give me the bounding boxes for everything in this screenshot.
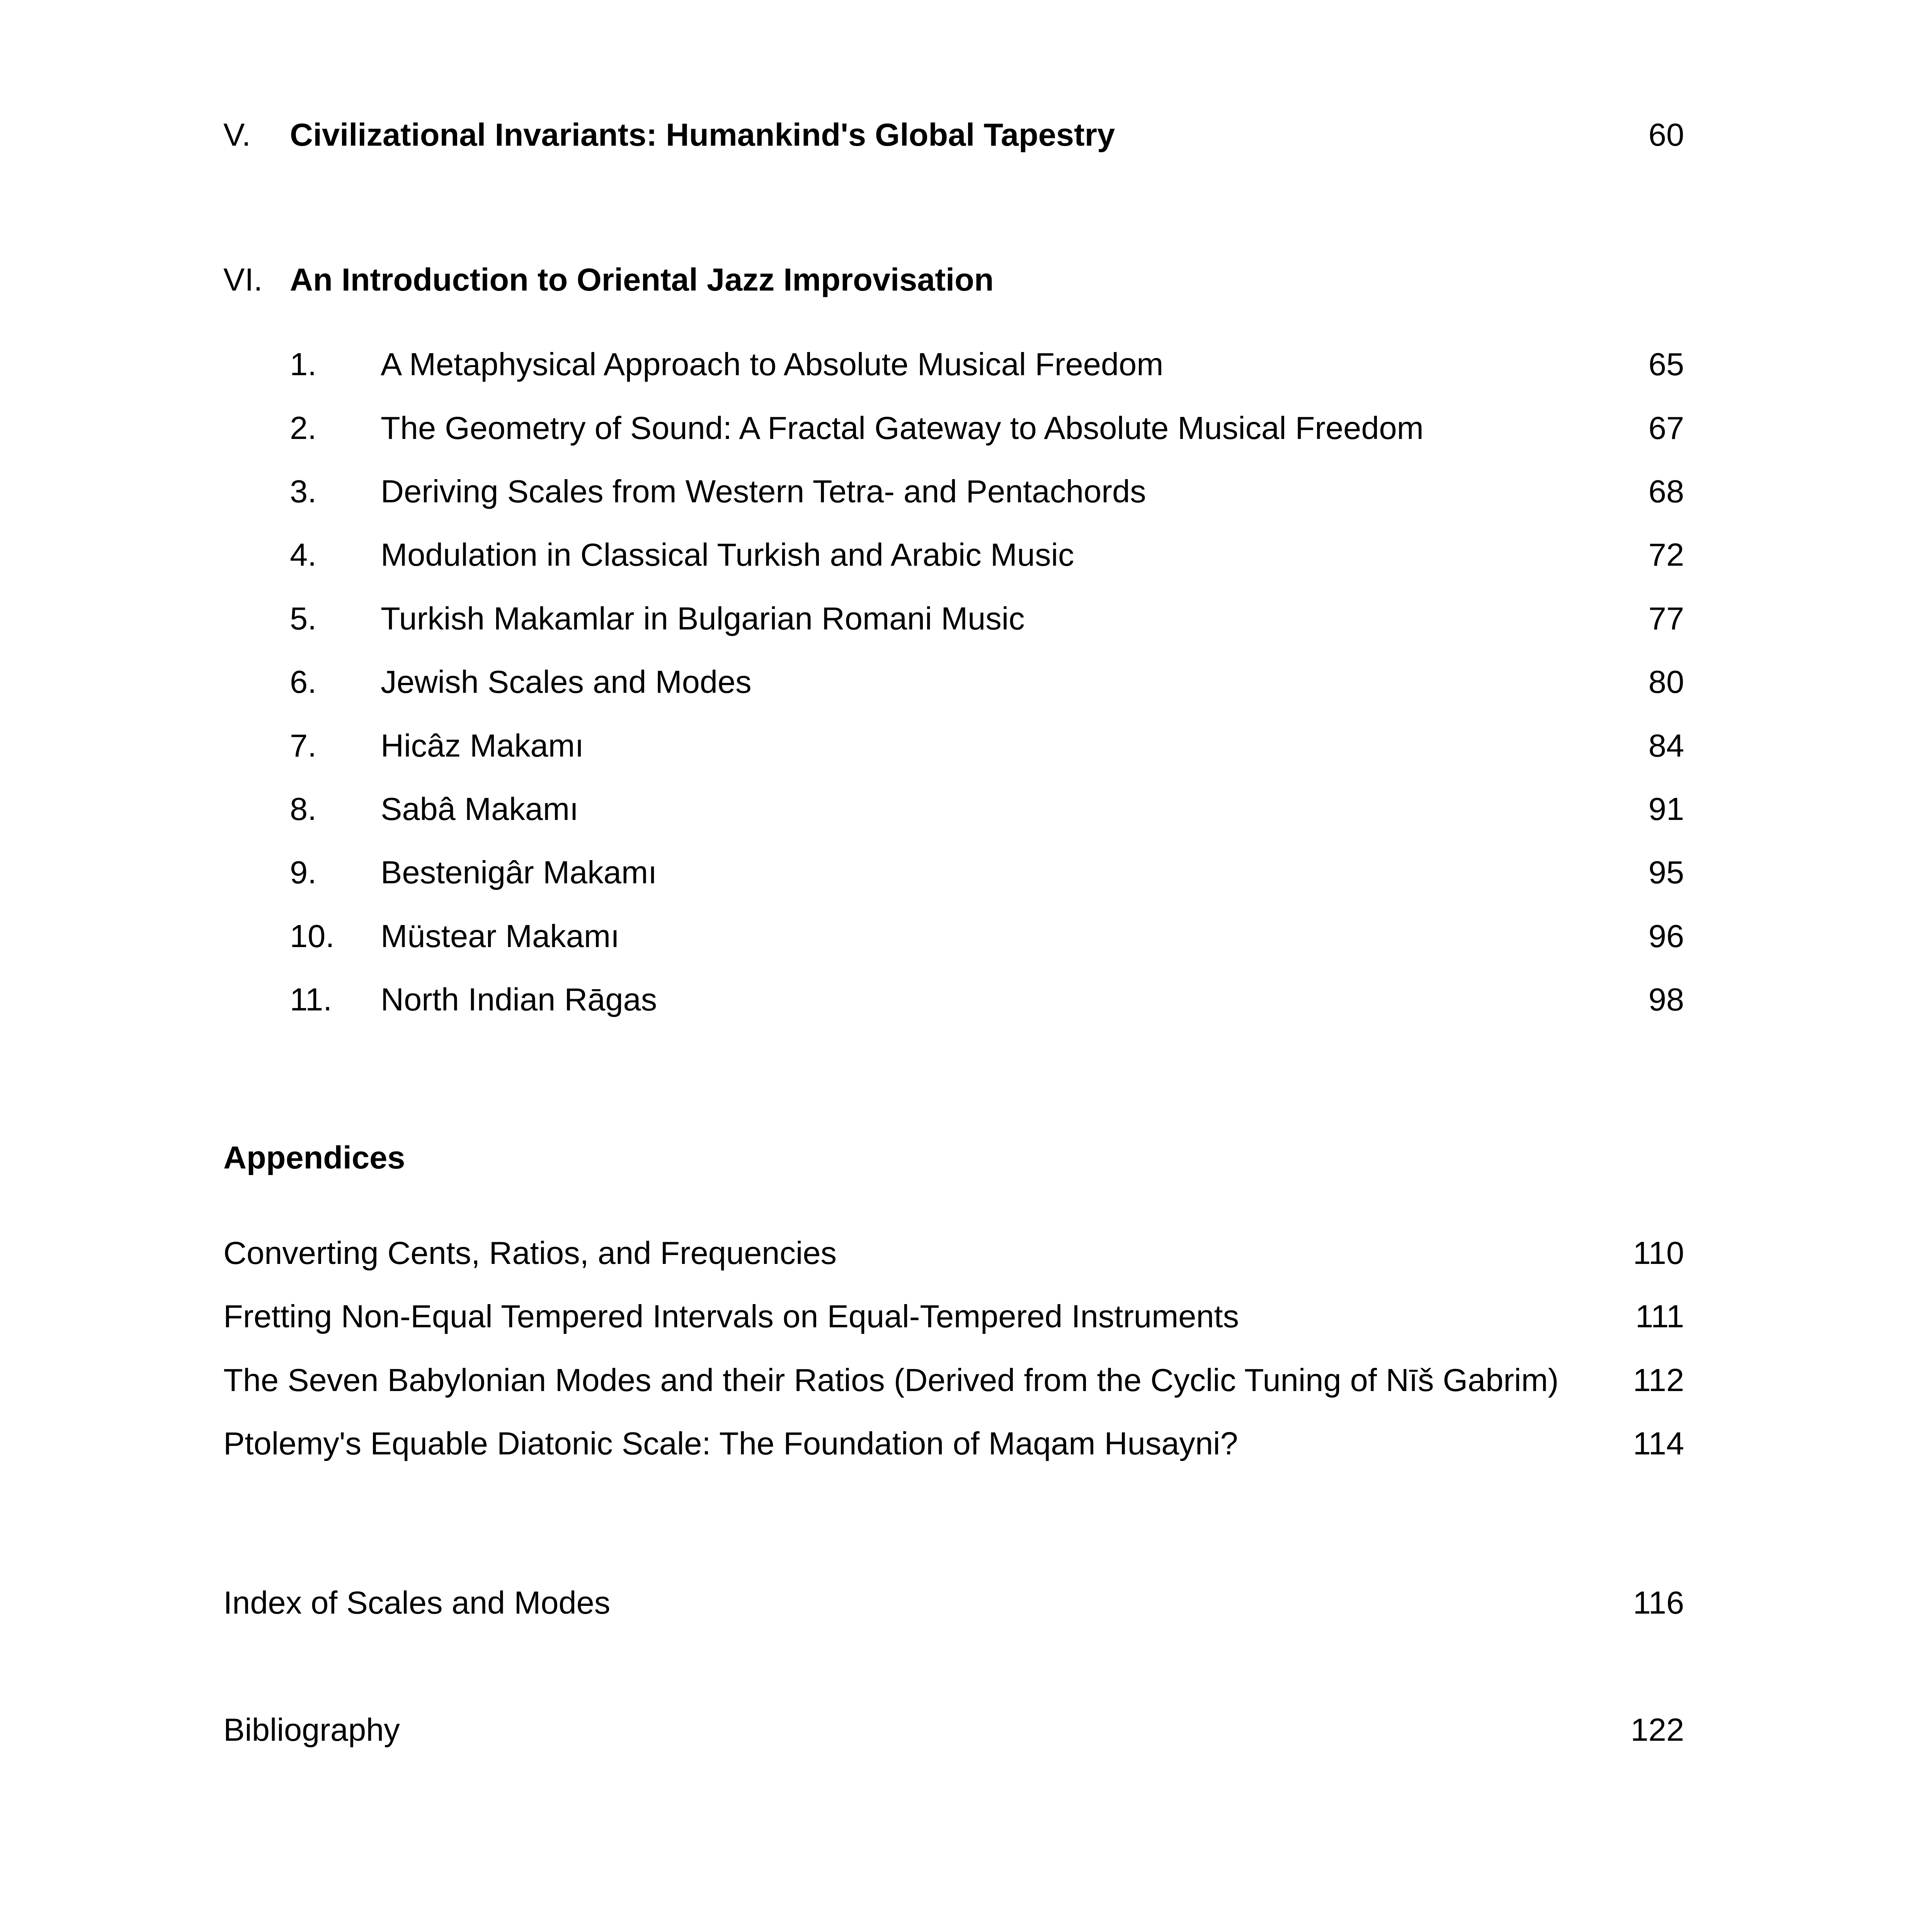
toc-entry[interactable] xyxy=(0,659,1916,705)
entry-title: A Metaphysical Approach to Absolute Musical Freedom xyxy=(381,346,1164,382)
toc-chapter-vi[interactable] xyxy=(0,257,1916,303)
entry-number: 5. xyxy=(290,600,317,636)
toc-index-entry[interactable] xyxy=(0,1580,1916,1626)
page-number: 96 xyxy=(1648,918,1684,954)
toc-appendix-entry[interactable] xyxy=(0,1420,1916,1467)
page-number: 116 xyxy=(1633,1585,1684,1621)
toc-entry[interactable] xyxy=(0,341,1916,388)
page-number: 77 xyxy=(1648,600,1684,636)
entry-title: Deriving Scales from Western Tetra- and Pentachords xyxy=(381,473,1146,509)
page-number: 114 xyxy=(1633,1425,1684,1461)
entry-title: Sabâ Makamı xyxy=(381,791,579,827)
page-number: 91 xyxy=(1648,791,1684,827)
section-heading: Appendices xyxy=(223,1139,405,1175)
entry-title: Jewish Scales and Modes xyxy=(381,664,752,700)
entry-title: Bibliography xyxy=(223,1712,400,1748)
toc-entry[interactable] xyxy=(0,405,1916,451)
chapter-number: V. xyxy=(223,117,251,153)
toc-appendix-entry[interactable] xyxy=(0,1293,1916,1340)
entry-title: Ptolemy's Equable Diatonic Scale: The Foundation of Maqam Husayni? xyxy=(223,1425,1238,1461)
page-number: 67 xyxy=(1648,410,1684,446)
toc-entry[interactable] xyxy=(0,913,1916,959)
entry-title: The Seven Babylonian Modes and their Ratios (Derived from the Cyclic Tuning of Nīš Gabrim) xyxy=(223,1362,1559,1398)
entry-number: 9. xyxy=(290,854,317,890)
page-number: 112 xyxy=(1633,1362,1684,1398)
page-number: 60 xyxy=(1648,117,1684,153)
page-number: 98 xyxy=(1648,981,1684,1017)
entry-title: Hicâz Makamı xyxy=(381,728,584,764)
toc-appendices-heading xyxy=(0,1134,1916,1181)
entry-title: North Indian Rāgas xyxy=(381,981,657,1017)
entry-number: 2. xyxy=(290,410,317,446)
entry-title: Fretting Non-Equal Tempered Intervals on Equal-Tempered Instruments xyxy=(223,1298,1239,1334)
entry-title: Turkish Makamlar in Bulgarian Romani Music xyxy=(381,600,1025,636)
page-number: 122 xyxy=(1630,1712,1684,1748)
entry-number: 8. xyxy=(290,791,317,827)
entry-title: Bestenigâr Makamı xyxy=(381,854,657,890)
toc-bibliography-entry[interactable] xyxy=(0,1707,1916,1753)
chapter-number: VI. xyxy=(223,262,263,298)
entry-number: 10. xyxy=(290,918,335,954)
entry-title: Converting Cents, Ratios, and Frequencies xyxy=(223,1235,837,1271)
chapter-title: An Introduction to Oriental Jazz Improvisation xyxy=(290,262,994,298)
entry-number: 11. xyxy=(290,981,332,1017)
toc-entry[interactable] xyxy=(0,595,1916,642)
toc-appendix-entry[interactable] xyxy=(0,1230,1916,1276)
page-number: 80 xyxy=(1648,664,1684,700)
entry-number: 4. xyxy=(290,537,317,573)
toc-entry[interactable] xyxy=(0,786,1916,832)
entry-number: 6. xyxy=(290,664,317,700)
page-number: 110 xyxy=(1633,1235,1684,1271)
toc-entry[interactable] xyxy=(0,849,1916,896)
entry-number: 3. xyxy=(290,473,317,509)
toc-entry[interactable] xyxy=(0,532,1916,578)
toc-entry[interactable] xyxy=(0,468,1916,515)
page-number: 65 xyxy=(1648,346,1684,382)
toc-appendix-entry[interactable] xyxy=(0,1357,1916,1403)
entry-title: The Geometry of Sound: A Fractal Gateway to Absolute Musical Freedom xyxy=(381,410,1424,446)
page-number: 111 xyxy=(1635,1298,1684,1334)
entry-title: Müstear Makamı xyxy=(381,918,620,954)
page-number: 95 xyxy=(1648,854,1684,890)
page-number: 84 xyxy=(1648,728,1684,764)
entry-number: 7. xyxy=(290,728,317,764)
page-number: 68 xyxy=(1648,473,1684,509)
chapter-title: Civilizational Invariants: Humankind's Global Tapestry xyxy=(290,117,1115,153)
entry-title: Modulation in Classical Turkish and Arabic Music xyxy=(381,537,1074,573)
toc-entry[interactable] xyxy=(0,976,1916,1023)
page-number: 72 xyxy=(1648,537,1684,573)
entry-number: 1. xyxy=(290,346,317,382)
toc-chapter-v[interactable] xyxy=(0,112,1916,158)
toc-entry[interactable] xyxy=(0,723,1916,769)
entry-title: Index of Scales and Modes xyxy=(223,1585,611,1621)
